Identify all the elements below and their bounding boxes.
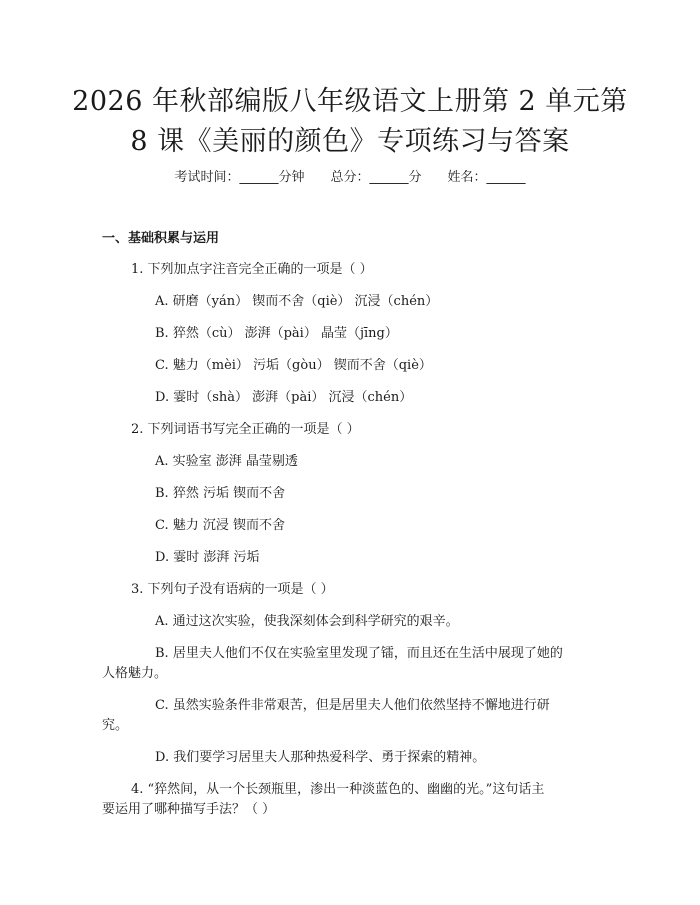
section-heading: 一、基础积累与运用 (102, 231, 220, 246)
document-title-line-2: 8 课《美丽的颜色》专项练习与答案 (130, 126, 570, 157)
question-1-option-a: A. 研磨（yán） 锲而不舍（qiè） 沉浸（chén） (155, 294, 439, 309)
question-3-stem: 3. 下列句子没有语病的一项是（ ） (131, 582, 334, 597)
question-1-stem: 1. 下列加点字注音完全正确的一项是（ ） (131, 262, 373, 277)
question-3-option-a: A. 通过这次实验，使我深刻体会到科学研究的艰辛。 (155, 614, 459, 629)
question-2-option-a: A. 实验室 澎湃 晶莹剔透 (155, 454, 298, 469)
question-3-option-c-continued: 究。 (102, 718, 129, 733)
question-1-option-b: B. 猝然（cù） 澎湃（pài） 晶莹（jīng） (155, 326, 398, 341)
exam-info (0, 168, 700, 188)
question-3-option-c: C. 虽然实验条件非常艰苦，但是居里夫人他们依然坚持不懈地进行研 (155, 698, 550, 713)
total-score-field: 总分：______分 (330, 170, 422, 185)
question-2-option-c: C. 魅力 沉浸 锲而不舍 (155, 518, 286, 533)
exam-time-field: 考试时间：______分钟 (174, 170, 305, 185)
student-name-field: 姓名：______ (447, 170, 526, 185)
question-2-stem: 2. 下列词语书写完全正确的一项是（ ） (131, 422, 360, 437)
document-title-line-1: 2026 年秋部编版八年级语文上册第 2 单元第 (72, 86, 628, 117)
question-1-option-c: C. 魅力（mèi） 污垢（gòu） 锲而不舍（qiè） (155, 358, 432, 373)
question-4-stem: 4. “猝然间，从一个长颈瓶里，渗出一种淡蓝色的、幽幽的光。”这句话主 (131, 782, 545, 797)
question-1-option-d: D. 霎时（shà） 澎湃（pài） 沉浸（chén） (155, 390, 413, 405)
question-4-stem-continued: 要运用了哪种描写手法？（ ） (102, 802, 276, 817)
question-2-option-d: D. 霎时 澎湃 污垢 (155, 550, 260, 565)
question-2-option-b: B. 猝然 污垢 锲而不舍 (155, 486, 286, 501)
question-3-option-b-continued: 人格魅力。 (102, 666, 168, 681)
question-3-option-b: B. 居里夫人他们不仅在实验室里发现了镭，而且还在生活中展现了她的 (155, 646, 563, 661)
question-3-option-d: D. 我们要学习居里夫人那种热爱科学、勇于探索的精神。 (155, 750, 486, 765)
